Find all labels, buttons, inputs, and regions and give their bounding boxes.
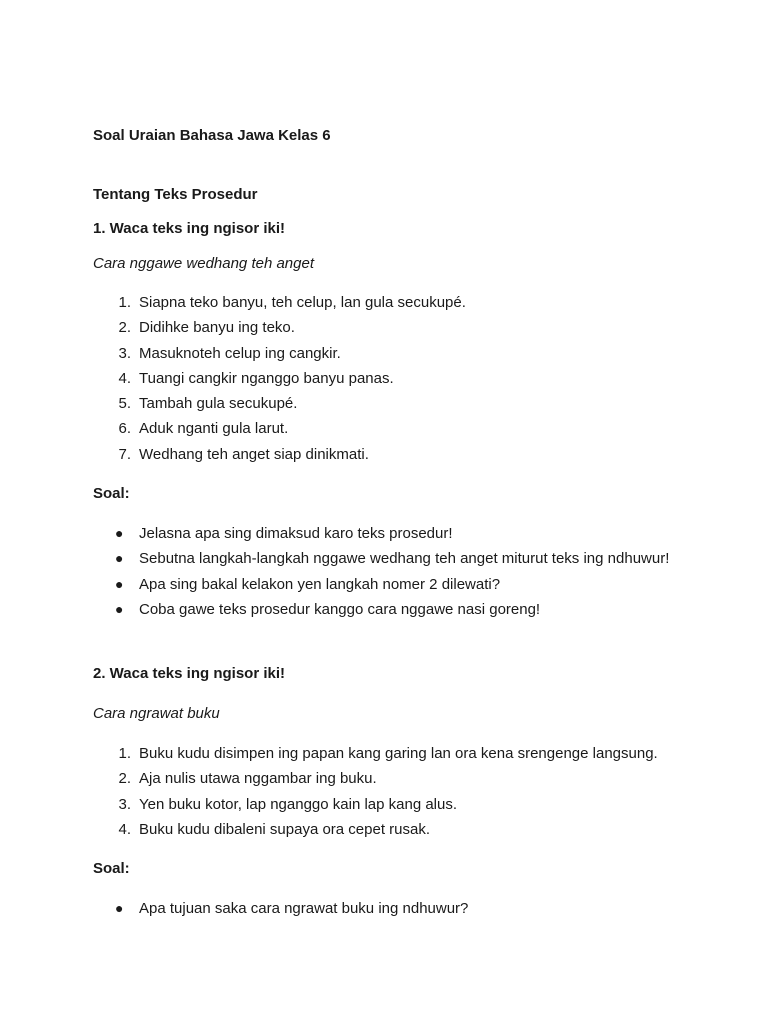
question-2-steps-list: [93, 741, 693, 842]
question-2-text-title: Cara ngrawat buku: [93, 705, 220, 722]
step-text: Buku kudu dibaleni supaya ora cepet rusak.: [139, 820, 431, 838]
step-text: Didihke banyu ing teko.: [139, 319, 295, 337]
list-item: 6. Aduk nganti gula larut.: [118, 420, 289, 438]
list-item: 1. Siapna teko banyu, teh celup, lan gula secukupé.: [118, 294, 466, 311]
list-item: 2. Didihke banyu ing teko.: [118, 319, 295, 337]
question-2-soal-label: Soal:: [93, 860, 130, 877]
step-text: Yen buku kotor, lap nganggo kain lap kang alus.: [139, 795, 458, 813]
list-item: 3. Yen buku kotor, lap nganggo kain lap kang alus.: [118, 795, 458, 813]
step-text: Buku kudu disimpen ing papan kang garing lan ora kena srengenge langsung.: [139, 745, 658, 762]
list-item: 7. Wedhang teh anget siap dinikmati.: [118, 445, 369, 463]
step-text: Siapna teko banyu, teh celup, lan gula secukupé.: [139, 294, 466, 311]
step-text: Aja nulis utawa nggambar ing buku.: [139, 770, 377, 788]
question-2-tasks-list: [93, 896, 693, 921]
step-text: Tambah gula secukupé.: [139, 395, 298, 413]
list-item: [93, 597, 693, 622]
list-item: 3. Masuknoteh celup ing cangkir.: [118, 344, 341, 362]
question-1-tasks-list: [93, 521, 693, 622]
list-item: [93, 546, 693, 571]
list-item: 1. Buku kudu disimpen ing papan kang garing lan ora kena srengenge langsung.: [118, 745, 658, 762]
bullet-icon: ●: [115, 525, 124, 541]
question-1-soal-label: Soal:: [93, 485, 130, 502]
list-item: [93, 896, 693, 921]
list-item: [93, 521, 693, 546]
question-1-text-title: Cara nggawe wedhang teh anget: [93, 255, 315, 272]
list-item: [93, 572, 693, 597]
question-2-heading: 2. Waca teks ing ngisor iki!: [93, 665, 285, 682]
bullet-icon: ●: [115, 600, 124, 617]
document-subtitle: Tentang Teks Prosedur: [93, 186, 258, 203]
task-text: Apa sing bakal kelakon yen langkah nomer 2 dilewati?: [139, 575, 501, 593]
task-text: Jelasna apa sing dimaksud karo teks prosedur!: [139, 525, 453, 542]
task-text: Apa tujuan saka cara ngrawat buku ing ndhuwur?: [139, 900, 469, 917]
bullet-icon: ●: [115, 575, 124, 592]
bullet-icon: ●: [115, 550, 124, 567]
task-text: Sebutna langkah-langkah nggawe wedhang teh anget miturut teks ing ndhuwur!: [139, 550, 670, 568]
question-1-heading: 1. Waca teks ing ngisor iki!: [93, 220, 285, 237]
step-text: Masuknoteh celup ing cangkir.: [139, 344, 341, 362]
list-item: 4. Buku kudu dibaleni supaya ora cepet rusak.: [118, 820, 431, 838]
list-item: 5. Tambah gula secukupé.: [118, 395, 298, 413]
step-text: Tuangi cangkir nganggo banyu panas.: [139, 369, 394, 387]
bullet-icon: ●: [115, 900, 124, 916]
task-text: Coba gawe teks prosedur kanggo cara nggawe nasi goreng!: [139, 600, 541, 618]
document-title: Soal Uraian Bahasa Jawa Kelas 6: [93, 127, 331, 144]
list-item: 4. Tuangi cangkir nganggo banyu panas.: [118, 369, 394, 387]
list-item: 2. Aja nulis utawa nggambar ing buku.: [118, 770, 377, 788]
question-1-steps-list: [93, 290, 693, 467]
step-text: Aduk nganti gula larut.: [139, 420, 289, 438]
step-text: Wedhang teh anget siap dinikmati.: [139, 445, 369, 463]
